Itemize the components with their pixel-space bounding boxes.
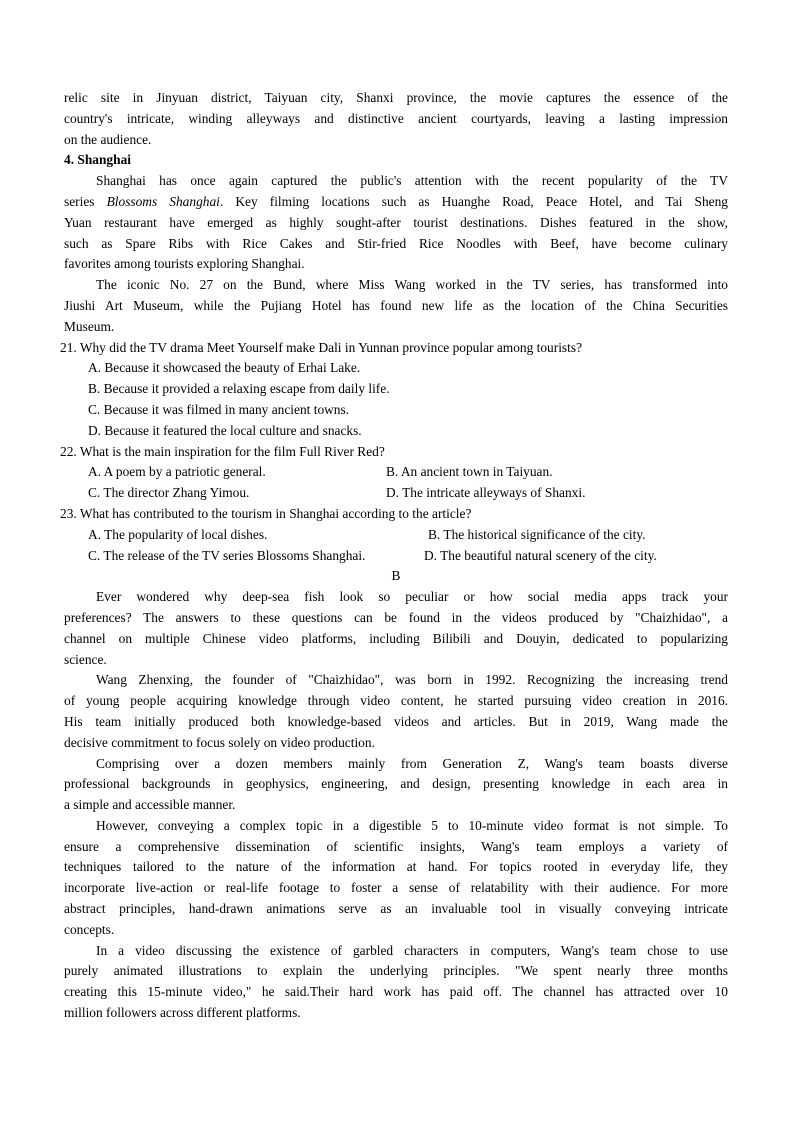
shanghai-p2-line-2: Jiushi Art Museum, while the Pujiang Hotel has found new life as the location of the China Securities [64, 297, 728, 313]
intro-line-3: on the audience. [64, 131, 152, 147]
passage-b-p1-line-3: channel on multiple Chinese video platforms, including Bilibili and Douyin, dedicated to popularizing [64, 630, 728, 646]
passage-b-p4-line-1: However, conveying a complex topic in a digestible 5 to 10-minute video format is not simple. To [96, 817, 728, 833]
passage-b-p2-line-4: decisive commitment to focus solely on video production. [64, 734, 375, 750]
shanghai-p1-line-2 [64, 192, 728, 213]
passage-b-p4-line-2: ensure a comprehensive dissemination of scientific insights, Wang's team employs a variety of [64, 838, 728, 854]
section-heading-shanghai: 4. Shanghai [64, 152, 131, 168]
shanghai-p1-line-5: favorites among tourists exploring Shanghai. [64, 256, 305, 272]
series-title: Blossoms Shanghai [106, 193, 220, 209]
question-22-stem: 22. What is the main inspiration for the film Full River Red? [60, 443, 385, 459]
passage-b-p5-line-2: purely animated illustrations to explain the underlying principles. "We spent nearly three months [64, 963, 728, 979]
passage-b-p3-line-2: professional backgrounds in geophysics, engineering, and design, presenting knowledge in each area in [64, 776, 728, 792]
shanghai-p2-line-1: The iconic No. 27 on the Bund, where Miss Wang worked in the TV series, has transformed into [96, 277, 728, 293]
question-23-options-row-2 [64, 546, 728, 567]
question-22-options-row-2 [64, 483, 728, 504]
question-22-option-a: A. A poem by a patriotic general. [88, 464, 266, 480]
intro-line-2: country's intricate, winding alleyways and distinctive ancient courtyards, leaving a lasting impression [64, 110, 728, 126]
passage-b-p2-line-1: Wang Zhenxing, the founder of "Chaizhidao", was born in 1992. Recognizing the increasing trend [96, 672, 728, 688]
passage-b-p4-line-4: incorporate live-action or real-life footage to foster a sense of relatability with their audience. For more [64, 880, 728, 896]
question-23-option-c: C. The release of the TV series Blossoms Shanghai. [88, 547, 366, 563]
passage-b-p2-line-3: His team initially produced both knowledge-based videos and articles. But in 2019, Wang made the [64, 713, 728, 729]
question-21-option-d: D. Because it featured the local culture and snacks. [88, 422, 362, 438]
question-23-stem: 23. What has contributed to the tourism in Shanghai according to the article? [60, 505, 472, 521]
passage-b-p4-line-5: abstract principles, hand-drawn animations serve as an invaluable tool in visually conveying intricate [64, 901, 728, 917]
passage-b-p4-line-3: techniques tailored to the nature of the information at hand. For topics rooted in everyday life, they [64, 859, 728, 875]
passage-b-p2-line-2: of young people acquiring knowledge through video content, he started pursuing video creation in 2016. [64, 693, 728, 709]
passage-b-p5-line-1: In a video discussing the existence of garbled characters in computers, Wang's team chose to use [96, 942, 728, 958]
question-22-option-d: D. The intricate alleyways of Shanxi. [386, 485, 586, 501]
question-23-option-b: B. The historical significance of the city. [428, 526, 646, 542]
question-21-option-c: C. Because it was filmed in many ancient towns. [88, 401, 350, 417]
question-21-stem: 21. Why did the TV drama Meet Yourself make Dali in Yunnan province popular among tourists? [60, 339, 583, 355]
text-fragment: . Key filming locations such as Huanghe Road, Peace Hotel, and Tai Sheng [219, 193, 729, 209]
question-21-option-a: A. Because it showcased the beauty of Erhai Lake. [88, 360, 361, 376]
question-23-options-row-1 [64, 525, 728, 546]
passage-b-label: B [391, 568, 401, 584]
document-page [60, 88, 729, 1024]
shanghai-p1-line-4: such as Spare Ribs with Rice Cakes and Stir-fried Rice Noodles with Beef, have become culinary [64, 235, 728, 251]
question-22-options-row-1 [64, 462, 728, 483]
passage-b-p5-line-3: creating this 15-minute video," he said.Their hard work has paid off. The channel has attracted over 10 [64, 984, 728, 1000]
passage-b-p3-line-3: a simple and accessible manner. [64, 797, 236, 813]
passage-b-p1-line-1: Ever wondered why deep-sea fish look so peculiar or how social media apps track your [96, 589, 728, 605]
shanghai-p1-line-3: Yuan restaurant have emerged as highly sought-after tourist destinations. Dishes featured in the show, [64, 214, 728, 230]
passage-b-p1-line-4: science. [64, 651, 107, 667]
question-21-option-b: B. Because it provided a relaxing escape from daily life. [88, 381, 390, 397]
shanghai-p1-line-1: Shanghai has once again captured the public's attention with the recent popularity of the TV [96, 173, 728, 189]
question-23-option-d: D. The beautiful natural scenery of the city. [424, 547, 657, 563]
passage-b-p4-line-6: concepts. [64, 921, 115, 937]
question-23-option-a: A. The popularity of local dishes. [88, 526, 268, 542]
question-22-option-c: C. The director Zhang Yimou. [88, 485, 250, 501]
text-fragment: series [64, 193, 107, 209]
shanghai-p2-line-3: Museum. [64, 318, 115, 334]
passage-b-p3-line-1: Comprising over a dozen members mainly from Generation Z, Wang's team boasts diverse [96, 755, 728, 771]
passage-b-p5-line-4: million followers across different platforms. [64, 1005, 301, 1021]
question-22-option-b: B. An ancient town in Taiyuan. [386, 464, 553, 480]
intro-line-1: relic site in Jinyuan district, Taiyuan city, Shanxi province, the movie captures the essence of the [64, 90, 728, 105]
passage-b-p1-line-2: preferences? The answers to these questions can be found in the videos produced by "Chaizhidao", a [64, 609, 728, 625]
